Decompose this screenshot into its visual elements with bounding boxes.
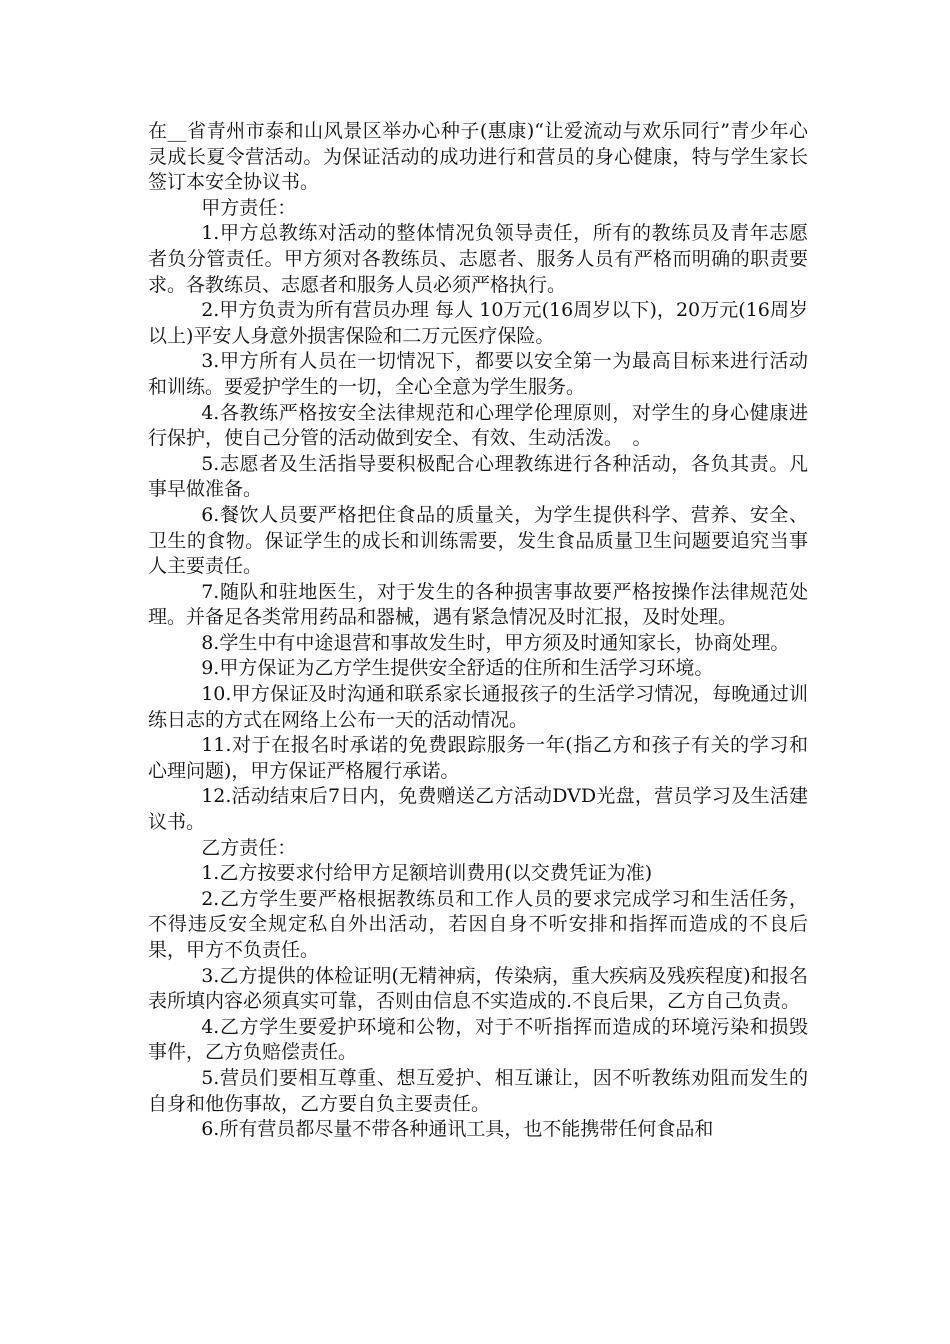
party-b-item-3: 3.乙方提供的体检证明(无精神病，传染病，重大疾病及残疾程度)和报名表所填内容必须真实可靠，否则由信息不实造成的.不良后果，乙方自己负责。 [148,964,808,1013]
party-a-item-12: 12.活动结束后7日内，免费赠送乙方活动DVD光盘，营员学习及生活建议书。 [148,785,808,834]
party-a-heading: 甲方责任： [201,196,297,219]
party-b-heading: 乙方责任： [201,836,297,859]
party-a-item-5: 5.志愿者及生活指导要积极配合心理教练进行各种活动，各负其责。凡事早做准备。 [148,452,808,501]
document-page [148,119,808,1143]
party-a-item-8: 8.学生中有中途退营和事故发生时，甲方须及时通知家长，协商处理。 [201,631,790,654]
party-b-item-5: 5.营员们要相互尊重、想互爱护、相互谦让，因不听教练劝阻而发生的自身和他伤事故，乙方要自负主要责任。 [148,1066,808,1115]
intro-paragraph: 在__省青州市泰和山风景区举办心种子(惠康)“让爱流动与欢乐同行”青少年心灵成长夏令营活动。为保证活动的成功进行和营员的身心健康，特与学生家长签订本安全协议书。 [148,120,808,194]
party-a-item-4: 4.各教练严格按安全法律规范和心理学伦理原则，对学生的身心健康进行保护，使自己分管的活动做到安全、有效、生动活泼。 。 [148,401,808,450]
party-a-item-3: 3.甲方所有人员在一切情况下，都要以安全第一为最高目标来进行活动和训练。要爱护学生的一切，全心全意为学生服务。 [148,350,808,398]
party-a-item-9: 9.甲方保证为乙方学生提供安全舒适的住所和生活学习环境。 [201,657,714,680]
party-b-item-4: 4.乙方学生要爱护环境和公物，对于不听指挥而造成的环境污染和损毁事件，乙方负赔偿责任。 [148,1015,808,1064]
party-b-item-2: 2.乙方学生要严格根据教练员和工作人员的要求完成学习和生活任务，不得违反安全规定私自外出活动，若因自身不听安排和指挥而造成的不良后果，甲方不负责任。 [148,887,808,961]
party-b-item-6: 6.所有营员都尽量不带各种通讯工具，也不能携带任何食品和 [201,1118,714,1141]
party-a-item-11: 11.对于在报名时承诺的免费跟踪服务一年(指乙方和孩子有关的学习和心理问题)，甲方保证严格履行承诺。 [148,734,808,782]
party-a-item-7: 7.随队和驻地医生，对于发生的各种损害事故要严格按操作法律规范处理。并备足各类常用药品和器械，遇有紧急情况及时汇报，及时处理。 [148,580,808,629]
party-a-item-1: 1.甲方总教练对活动的整体情况负领导责任，所有的教练员及青年志愿者负分管责任。甲方须对各教练员、志愿者、服务人员有严格而明确的职责要求。各教练员、志愿者和服务人员必须严格执行。 [148,222,808,296]
party-a-item-2: 2.甲方负责为所有营员办理 每人 10万元(16周岁以下)，20万元(16周岁以上)平安人身意外损害保险和二万元医疗保险。 [148,299,808,347]
party-a-item-10: 10.甲方保证及时沟通和联系家长通报孩子的生活学习情况，每晚通过训练日志的方式在网络上公布一天的活动情况。 [148,683,808,731]
party-b-item-1: 1.乙方按要求付给甲方足额培训费用(以交费凭证为准) [201,862,653,885]
party-a-item-6: 6.餐饮人员要严格把住食品的质量关，为学生提供科学、营养、安全、卫生的食物。保证学生的成长和训练需要，发生食品质量卫生问题要追究当事人主要责任。 [148,503,808,578]
